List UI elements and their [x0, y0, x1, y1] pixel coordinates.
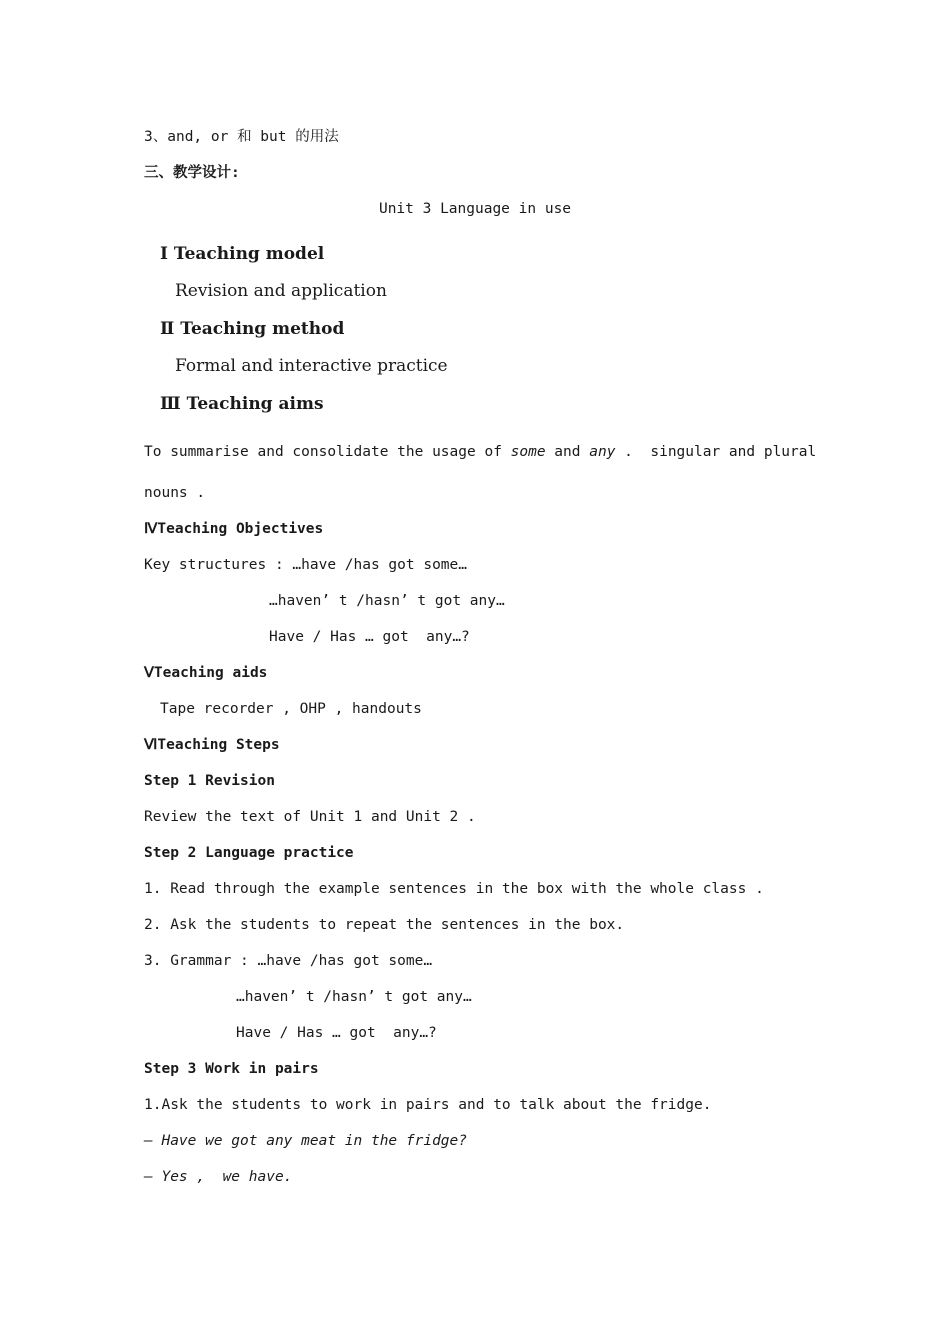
text-teaching-aids: Tape recorder , OHP , handouts — [160, 701, 422, 717]
dialog-question: — Have we got any meat in the fridge? — [144, 1133, 468, 1149]
step2-item3: 3. Grammar : …have /has got some… — [144, 953, 433, 969]
aims-text-1: To summarise and consolidate the usage of — [144, 444, 511, 460]
heading-teaching-method: Ⅱ Teaching method — [160, 319, 345, 339]
step2-item2: 2. Ask the students to repeat the sentences in the box. — [144, 917, 625, 933]
aims-paragraph-line2: nouns . — [144, 485, 206, 501]
step2-item3-line2: …haven’ t /hasn’ t got any… — [236, 989, 472, 1005]
step2-item3-line3: Have / Has … got any…? — [236, 1025, 437, 1041]
heading-teaching-steps: ⅥTeaching Steps — [144, 737, 280, 753]
heading-teaching-aims: Ⅲ Teaching aims — [160, 394, 324, 414]
step3-item1: 1.Ask the students to work in pairs and to talk about the fridge. — [144, 1097, 712, 1113]
heading-teaching-aids: ⅤTeaching aids — [144, 665, 268, 681]
key-structures-line2: …haven’ t /hasn’ t got any… — [269, 593, 505, 609]
text-teaching-model: Revision and application — [175, 281, 387, 301]
aims-word-some: some — [510, 444, 546, 460]
key-structures-line3: Have / Has … got any…? — [269, 629, 470, 645]
unit-title: Unit 3 Language in use — [378, 201, 572, 217]
text-teaching-method: Formal and interactive practice — [175, 356, 448, 376]
heading-step1: Step 1 Revision — [144, 773, 275, 789]
heading-step3: Step 3 Work in pairs — [144, 1061, 319, 1077]
text-step1: Review the text of Unit 1 and Unit 2 . — [144, 809, 476, 825]
heading-teaching-model: Ⅰ Teaching model — [160, 244, 325, 264]
key-structures-line1: Key structures : …have /has got some… — [144, 557, 468, 573]
aims-word-any: any — [589, 444, 616, 460]
section-heading-design: 三、教学设计: — [144, 165, 240, 181]
step2-item1: 1. Read through the example sentences in the box with the whole class . — [144, 881, 764, 897]
aims-paragraph — [144, 442, 816, 462]
heading-objectives: ⅣTeaching Objectives — [144, 521, 324, 537]
aims-text-and: and — [545, 444, 590, 460]
aims-text-2: . singular and plural — [615, 444, 817, 460]
heading-step2: Step 2 Language practice — [144, 845, 354, 861]
list-item-and-or-but: 3、and, or 和 but 的用法 — [144, 129, 339, 145]
dialog-answer: — Yes , we have. — [144, 1169, 293, 1185]
